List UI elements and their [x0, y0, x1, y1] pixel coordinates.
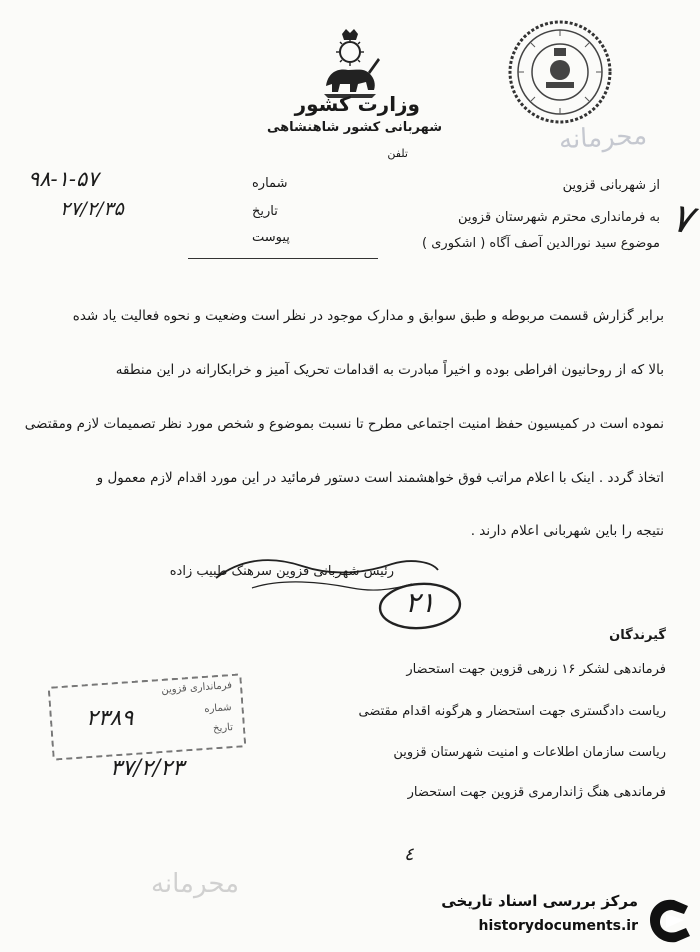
date-label: تاریخ [252, 204, 278, 219]
body-line-4: اتخاذ گردد . اینک با اعلام مراتب فوق خواهشمند است دستور فرمائید در این مورد اقدام لازم معمول و [96, 470, 664, 486]
faded-bottom-stamp [110, 862, 280, 906]
letter-date-value: ۲۷/۲/۳۵ [60, 198, 124, 220]
police-department-subheading: شهربانی کشور شاهنشاهی [267, 120, 442, 135]
recipient-item: ریاست سازمان اطلاعات و امنیت شهرستان قزوین [393, 745, 666, 760]
receipt-date-value: ۳۷/۲/۲۳ [110, 756, 184, 781]
receipt-number-label: شماره [203, 702, 232, 715]
confidential-faded-stamp-text: محرمانه [558, 120, 648, 156]
body-line-3: نموده است در کمیسیون حفظ امنیت اجتماعی مطرح تا نسبت بموضوع و شخص مورد نظر تصمیمات لازم ومقتضی [24, 416, 664, 432]
page-number: ٤ [404, 844, 414, 865]
handwritten-margin-mark: ۷ [667, 194, 696, 244]
round-seal-icon [506, 18, 614, 126]
recipient-item: فرماندهی هنگ ژاندارمری قزوین جهت استحضار [407, 785, 666, 800]
ministry-title: وزارت کشور [294, 92, 420, 116]
watermark-url: historydocuments.ir [478, 918, 638, 934]
body-line-2: بالا که از روحانیون افراطی بوده و اخیراً مبادرت به اقدامات تحریک آمیز و خرابکارانه در این منطقه [115, 362, 664, 378]
recipient-item: فرماندهی لشکر ۱۶ زرهی قزوین جهت استحضار [406, 662, 666, 677]
body-line-1: برابر گزارش قسمت مربوطه و طبق سوابق و مدارک موجود در نظر است وضعیت و نحوه فعالیت یاد شده [72, 308, 664, 324]
archive-watermark [408, 890, 700, 952]
lion-and-sun-emblem-icon [318, 28, 382, 100]
watermark-title: مرکز بررسی اسناد تاریخی [441, 892, 638, 910]
archive-logo-icon [644, 896, 694, 944]
recipients-title: گیرندگان [609, 628, 666, 643]
signer-title: رئیس شهربانی قزوین سرهنگ طبیب زاده [169, 564, 394, 579]
receipt-number-value: ۲۳۸۹ [86, 706, 134, 731]
number-label: شماره [252, 176, 288, 191]
confidential-faded-stamp [507, 113, 699, 163]
attachment-label: پیوست [252, 230, 290, 245]
meta-divider [188, 258, 378, 259]
phone-label: تلفن [387, 147, 408, 160]
receipt-stamp-header: فرمانداری قزوین [160, 680, 233, 696]
body-line-5: نتیجه را باین شهربانی اعلام دارند . [470, 523, 664, 539]
faded-bottom-stamp-text: محرمانه [150, 869, 240, 899]
to-line: به فرمانداری محترم شهرستان قزوین [458, 210, 660, 225]
recipient-item: ریاست دادگستری جهت استحضار و هرگونه اقدام مقتضی [358, 704, 666, 719]
letter-number-value: ۹۸-۱-۵۷ [28, 167, 99, 191]
subject-line: موضوع سید نورالدین آصف آگاه ( اشکوری ) [422, 236, 660, 251]
from-line: از شهربانی قزوین [562, 178, 660, 193]
receipt-date-label: تاریخ [212, 722, 234, 735]
circled-number-text: ۲۱ [404, 586, 436, 619]
receipt-stamp [48, 673, 247, 760]
circled-handwritten-number [376, 580, 464, 632]
